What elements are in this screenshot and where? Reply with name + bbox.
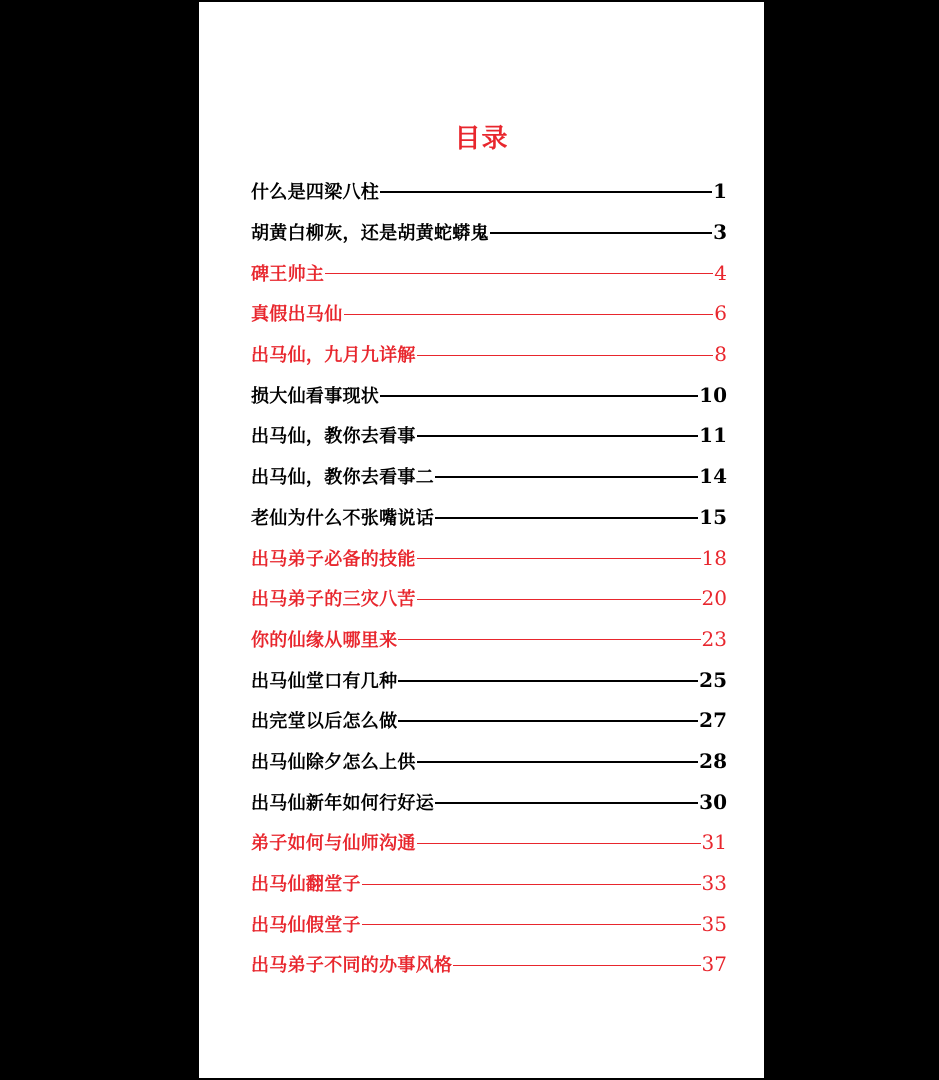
- toc-leader-line: [417, 558, 701, 559]
- toc-entry: [251, 171, 727, 212]
- toc-entry-title: 胡黄白柳灰，还是胡黄蛇蟒鬼: [251, 223, 489, 245]
- toc-leader-line: [417, 355, 714, 356]
- toc-entry-page-number: 35: [701, 911, 727, 936]
- toc-leader-line: [344, 314, 714, 315]
- toc-leader-line: [435, 476, 698, 478]
- toc-entry: [251, 944, 727, 985]
- toc-leader-line: [398, 720, 698, 722]
- toc-leader-line: [453, 965, 700, 966]
- toc-entry: [251, 903, 727, 944]
- toc-entry-page-number: 30: [699, 789, 727, 814]
- toc-entry-title: 真假出马仙: [251, 304, 343, 326]
- toc-leader-line: [417, 599, 701, 600]
- toc-entry-page-number: 14: [699, 464, 727, 489]
- toc-entry-title: 出马仙，教你去看事二: [251, 467, 434, 489]
- toc-entry-title: 出马仙除夕怎么上供: [251, 751, 416, 773]
- toc-entry: [251, 619, 727, 660]
- toc-entry: [251, 497, 727, 538]
- toc-entry: [251, 822, 727, 863]
- toc-entry: [251, 659, 727, 700]
- toc-entry-title: 碑王帅主: [251, 263, 325, 285]
- toc-entry-page-number: 20: [701, 586, 727, 611]
- toc-leader-line: [325, 273, 713, 274]
- toc-leader-line: [417, 435, 698, 437]
- toc-entry-title: 出马仙新年如何行好运: [251, 792, 434, 814]
- toc-leader-line: [398, 680, 698, 682]
- toc-entry-page-number: 27: [699, 708, 727, 733]
- toc-entry-title: 你的仙缘从哪里来: [251, 629, 398, 651]
- toc-entry-page-number: 28: [699, 748, 727, 773]
- table-of-contents: [251, 171, 727, 985]
- toc-entry-page-number: 18: [701, 545, 727, 570]
- toc-entry-title: 出马仙，教你去看事: [251, 426, 416, 448]
- toc-entry: [251, 741, 727, 782]
- toc-entry-title: 出马弟子必备的技能: [251, 548, 416, 570]
- toc-entry: [251, 781, 727, 822]
- toc-entry-title: 弟子如何与仙师沟通: [251, 833, 416, 855]
- toc-entry-page-number: 31: [701, 830, 727, 855]
- toc-entry-page-number: 25: [699, 667, 727, 692]
- toc-entry-page-number: 3: [713, 220, 727, 245]
- toc-entry-title: 出马弟子不同的办事风格: [251, 955, 453, 977]
- toc-entry-page-number: 10: [699, 382, 727, 407]
- toc-leader-line: [362, 924, 701, 925]
- toc-entry: [251, 293, 727, 334]
- document-page: [199, 2, 764, 1078]
- toc-entry: [251, 252, 727, 293]
- toc-entry-title: 出马仙翻堂子: [251, 874, 361, 896]
- toc-entry-title: 老仙为什么不张嘴说话: [251, 507, 434, 529]
- toc-entry-title: 出马仙，九月九详解: [251, 345, 416, 367]
- toc-entry-page-number: 37: [701, 952, 727, 977]
- toc-entry: [251, 863, 727, 904]
- toc-entry-page-number: 15: [699, 504, 727, 529]
- toc-entry-page-number: 1: [713, 179, 727, 204]
- toc-leader-line: [490, 232, 712, 234]
- toc-entry-page-number: 23: [701, 626, 727, 651]
- toc-leader-line: [417, 843, 701, 844]
- toc-leader-line: [417, 761, 698, 763]
- toc-entry-title: 出马弟子的三灾八苦: [251, 589, 416, 611]
- toc-entry-page-number: 11: [699, 423, 727, 448]
- toc-entry-title: 出马仙堂口有几种: [251, 670, 398, 692]
- page-title: 目录: [454, 124, 509, 154]
- toc-leader-line: [380, 395, 698, 397]
- toc-entry: [251, 578, 727, 619]
- toc-entry-page-number: 4: [714, 260, 727, 285]
- toc-leader-line: [435, 517, 698, 519]
- toc-entry-title: 损大仙看事现状: [251, 385, 380, 407]
- toc-entry: [251, 415, 727, 456]
- toc-entry-title: 出完堂以后怎么做: [251, 711, 398, 733]
- toc-entry-page-number: 33: [701, 871, 727, 896]
- toc-entry: [251, 456, 727, 497]
- toc-entry-title: 什么是四梁八柱: [251, 182, 380, 204]
- toc-entry: [251, 700, 727, 741]
- toc-entry-page-number: 8: [714, 342, 727, 367]
- toc-leader-line: [380, 191, 712, 193]
- toc-entry: [251, 537, 727, 578]
- toc-entry-title: 出马仙假堂子: [251, 914, 361, 936]
- toc-leader-line: [398, 639, 700, 640]
- toc-leader-line: [362, 884, 701, 885]
- toc-leader-line: [435, 802, 698, 804]
- toc-entry: [251, 212, 727, 253]
- toc-entry: [251, 334, 727, 375]
- toc-entry-page-number: 6: [714, 301, 727, 326]
- toc-entry: [251, 374, 727, 415]
